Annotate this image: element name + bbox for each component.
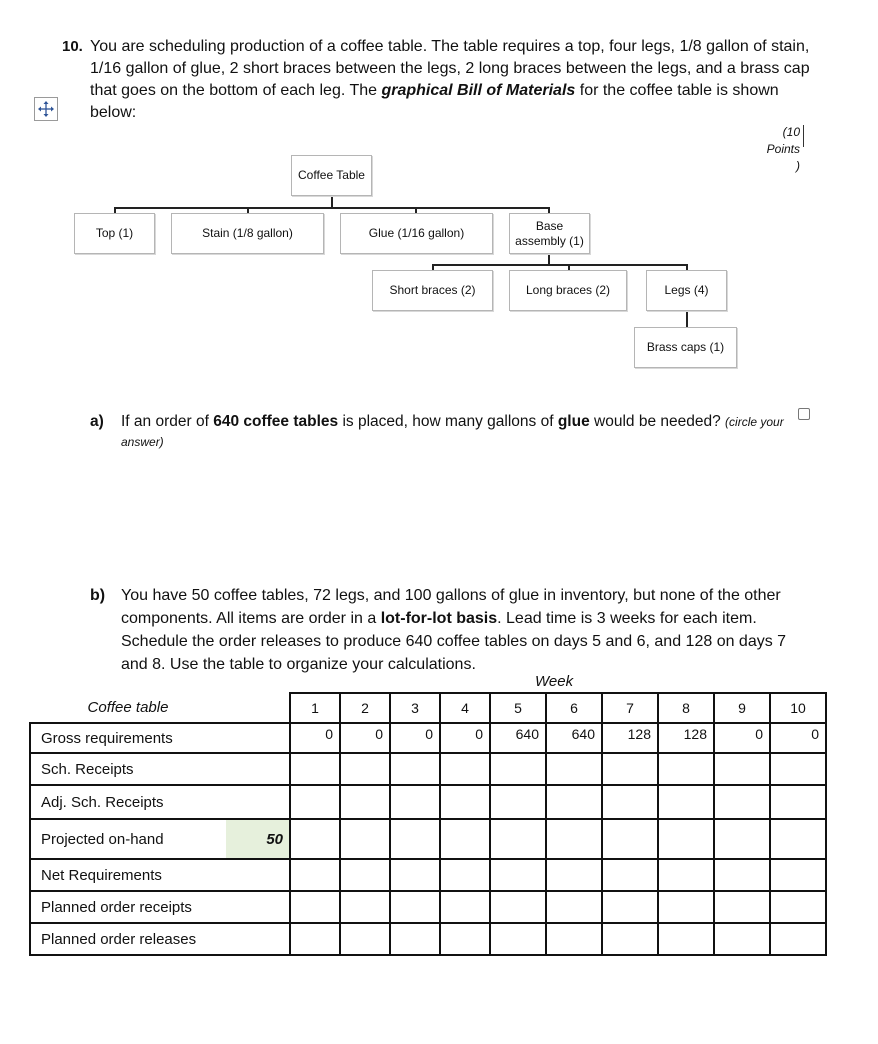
table-cell[interactable] [490, 859, 546, 891]
week-header: 2 [340, 693, 390, 723]
bom-node-brass-caps: Brass caps (1) [634, 327, 737, 368]
part-b [90, 584, 796, 676]
table-cell[interactable] [770, 891, 826, 923]
table-header-row [30, 693, 826, 723]
table-cell[interactable] [340, 785, 390, 819]
points-line-1: (10 [782, 125, 800, 139]
table-cell[interactable] [290, 923, 340, 955]
bom-node-glue: Glue (1/16 gallon) [340, 213, 493, 254]
row-label: Gross requirements [30, 723, 226, 753]
table-cell[interactable] [490, 785, 546, 819]
question-number: 10. [62, 38, 83, 55]
table-cell[interactable] [440, 753, 490, 785]
table-cell[interactable] [770, 859, 826, 891]
table-cell[interactable] [546, 753, 602, 785]
week-header: 5 [490, 693, 546, 723]
table-cell[interactable] [714, 753, 770, 785]
part-a-bold-1: 640 coffee tables [213, 413, 339, 430]
table-cell[interactable]: 0 [290, 723, 340, 753]
table-cell[interactable] [490, 753, 546, 785]
part-b-bold: lot-for-lot basis [380, 610, 498, 627]
part-b-text-2: . Lead time is 3 weeks for each item. Schedule the order releases to produce 640 coffee tables on days 5 and 6, and 128 on days 7 and 8. Use the table to organize your calculations. [121, 610, 787, 673]
table-cell[interactable] [658, 785, 714, 819]
table-cell[interactable] [340, 819, 390, 859]
row-label: Sch. Receipts [30, 753, 226, 785]
table-cell[interactable] [390, 859, 440, 891]
table-cell[interactable] [340, 859, 390, 891]
question-intro [90, 36, 810, 124]
table-cell[interactable] [490, 819, 546, 859]
table-cell[interactable] [714, 859, 770, 891]
table-cell[interactable]: 640 [546, 723, 602, 753]
part-a-text-3: would be needed? [589, 413, 726, 430]
table-cell[interactable] [546, 923, 602, 955]
table-cell[interactable] [490, 923, 546, 955]
table-cell[interactable] [290, 753, 340, 785]
table-cell[interactable] [390, 923, 440, 955]
points-divider [803, 125, 804, 147]
table-cell[interactable] [290, 785, 340, 819]
table-cell[interactable]: 0 [440, 723, 490, 753]
row-label: Net Requirements [30, 859, 226, 891]
week-header: 10 [770, 693, 826, 723]
row-spacer [226, 859, 290, 891]
table-cell[interactable] [770, 753, 826, 785]
points-label [740, 124, 800, 175]
table-cell[interactable] [770, 923, 826, 955]
table-cell[interactable] [602, 753, 658, 785]
table-cell[interactable] [440, 785, 490, 819]
mrp-table [29, 692, 827, 956]
bom-node-short-braces: Short braces (2) [372, 270, 493, 311]
intro-text-1: You are scheduling production of a coffee table. The table requires a top, four legs, 1/8 gallon of stain, 1/16 gallon of glue, 2 short braces between the legs, 2 long braces between the legs, and a brass cap that goes on the bottom of each leg. The [90, 38, 810, 99]
points-line-2: Points [766, 142, 800, 156]
part-a-label: a) [90, 413, 104, 430]
week-header: 4 [440, 693, 490, 723]
row-spacer [226, 723, 290, 753]
table-cell[interactable] [602, 819, 658, 859]
bom-node-legs: Legs (4) [646, 270, 727, 311]
table-cell[interactable] [658, 859, 714, 891]
table-cell[interactable] [714, 785, 770, 819]
week-header: 9 [714, 693, 770, 723]
week-header: 3 [390, 693, 440, 723]
row-spacer [226, 785, 290, 819]
table-cell[interactable] [440, 891, 490, 923]
row-spacer [226, 923, 290, 955]
part-b-text-1: You have 50 coffee tables, 72 legs, and 100 gallons of glue in inventory, but none of the other components. All items are order in a [121, 587, 781, 627]
table-row [30, 753, 826, 785]
table-cell[interactable]: 0 [390, 723, 440, 753]
connector [114, 207, 550, 209]
move-handle-icon[interactable] [34, 97, 58, 121]
table-cell[interactable] [390, 785, 440, 819]
table-cell[interactable] [658, 891, 714, 923]
table-row [30, 819, 826, 859]
table-row [30, 723, 826, 753]
part-a [90, 412, 790, 452]
row-label: Projected on-hand [30, 819, 226, 859]
table-cell[interactable] [340, 923, 390, 955]
table-cell[interactable] [714, 891, 770, 923]
table-cell[interactable] [602, 923, 658, 955]
bom-root: Coffee Table [291, 155, 372, 196]
week-label: Week [535, 673, 574, 690]
table-cell[interactable] [546, 819, 602, 859]
table-cell[interactable] [602, 891, 658, 923]
table-cell[interactable] [390, 891, 440, 923]
table-cell[interactable] [440, 923, 490, 955]
table-cell[interactable]: 0 [770, 723, 826, 753]
table-cell[interactable] [390, 819, 440, 859]
table-row [30, 923, 826, 955]
table-cell[interactable]: 640 [490, 723, 546, 753]
row-spacer [226, 891, 290, 923]
part-b-text [121, 584, 796, 676]
part-a-bold-2: glue [557, 413, 590, 430]
part-a-text [121, 412, 790, 452]
table-cell[interactable] [602, 859, 658, 891]
table-cell[interactable] [714, 819, 770, 859]
table-cell[interactable] [770, 819, 826, 859]
table-cell[interactable]: 128 [658, 723, 714, 753]
table-cell[interactable] [602, 785, 658, 819]
table-cell[interactable]: 0 [340, 723, 390, 753]
table-row [30, 891, 826, 923]
bom-node-long-braces: Long braces (2) [509, 270, 627, 311]
row-label: Planned order releases [30, 923, 226, 955]
table-cell[interactable] [546, 785, 602, 819]
week-header: 1 [290, 693, 340, 723]
row-spacer [226, 753, 290, 785]
part-b-label: b) [90, 587, 106, 604]
table-cell[interactable] [290, 859, 340, 891]
header-spacer [226, 693, 290, 723]
table-cell[interactable] [490, 891, 546, 923]
connector [686, 310, 688, 328]
table-cell[interactable]: 0 [714, 723, 770, 753]
answer-checkbox[interactable] [798, 408, 810, 420]
bom-node-base-assembly: Base assembly (1) [509, 213, 590, 254]
table-cell[interactable] [714, 923, 770, 955]
table-cell[interactable] [440, 819, 490, 859]
table-cell[interactable] [440, 859, 490, 891]
item-name: Coffee table [30, 693, 226, 723]
initial-inventory-cell[interactable]: 50 [226, 819, 290, 859]
row-label: Planned order receipts [30, 891, 226, 923]
intro-text-2: for the coffee table is shown below: [90, 82, 779, 121]
week-header: 6 [546, 693, 602, 723]
table-cell[interactable] [546, 859, 602, 891]
part-a-text-1: If an order of [121, 413, 214, 430]
table-cell[interactable]: 128 [602, 723, 658, 753]
table-cell[interactable] [390, 753, 440, 785]
bom-node-stain: Stain (1/8 gallon) [171, 213, 324, 254]
row-label: Adj. Sch. Receipts [30, 785, 226, 819]
connector [432, 264, 688, 266]
points-line-3: ) [796, 159, 800, 173]
part-a-text-2: is placed, how many gallons of [338, 413, 558, 430]
table-cell[interactable] [340, 753, 390, 785]
table-cell[interactable] [658, 753, 714, 785]
table-cell[interactable] [658, 923, 714, 955]
table-row [30, 785, 826, 819]
table-cell[interactable] [290, 819, 340, 859]
bom-node-top: Top (1) [74, 213, 155, 254]
week-header: 7 [602, 693, 658, 723]
table-cell[interactable] [340, 891, 390, 923]
table-cell[interactable] [770, 785, 826, 819]
table-cell[interactable] [546, 891, 602, 923]
table-cell[interactable] [290, 891, 340, 923]
week-header: 8 [658, 693, 714, 723]
table-row [30, 859, 826, 891]
part-a-hint: (circle your answer) [121, 415, 784, 449]
mrp-body [30, 723, 826, 955]
table-cell[interactable] [658, 819, 714, 859]
intro-bold: graphical Bill of Materials [381, 82, 576, 99]
